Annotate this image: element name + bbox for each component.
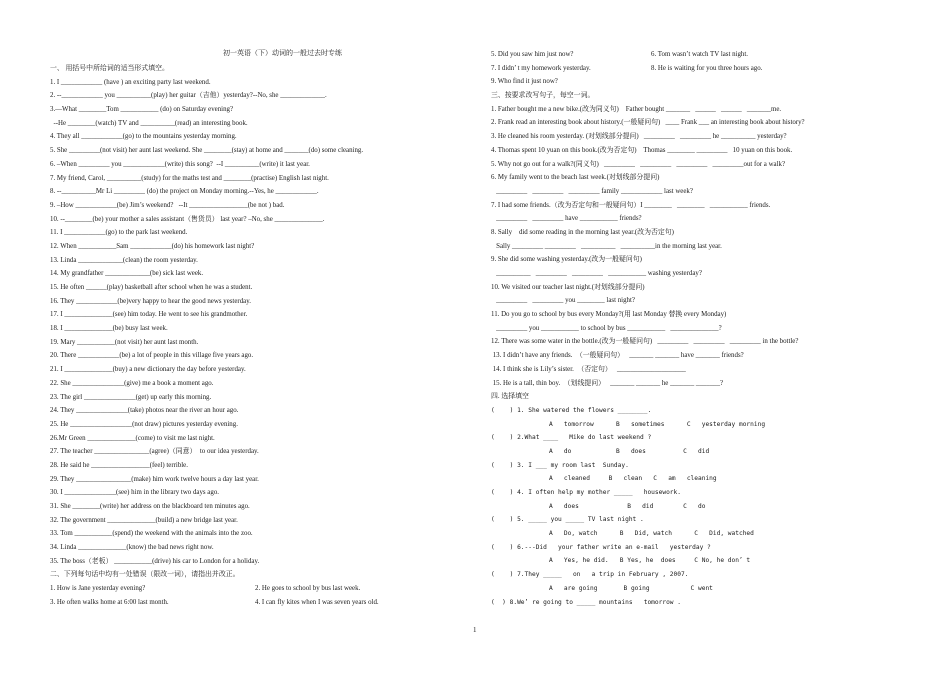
- right-column: [491, 48, 901, 609]
- section-2-question-9: 9. Who find it just now?: [491, 78, 558, 86]
- question-item: 6. Tom wasn’t watch TV last night.: [651, 51, 749, 58]
- section-2-heading: 二、下列每句话中均有一处错误（限改一词），请指出并改正。: [50, 571, 240, 579]
- rewrite-question-line: _________ _________ have ___________ friends?: [491, 215, 642, 223]
- rewrite-question-line: 8. Sally did some reading in the morning last year.(改为否定句): [491, 228, 674, 236]
- left-column: [50, 48, 455, 610]
- rewrite-question-line: _________ _________ you ________ last night?: [491, 297, 635, 305]
- question-item: 3. He often walks home at 6:00 last month.: [50, 598, 169, 606]
- question-line: 35. The boss（老板） ___________(drive) his car to London for a holiday.: [50, 557, 260, 565]
- question-line: 18. I ______________(be) busy last week.: [50, 325, 168, 333]
- section-1-questions: [50, 76, 455, 569]
- section-4-questions: [491, 404, 901, 609]
- question-line: 12. When ___________Sam ____________(do) his homework last night?: [50, 242, 255, 250]
- choice-options: A cleaned B clean C am cleaning: [549, 475, 717, 483]
- question-line: 9. –How ____________(be) Jim’s weekend? --It _________________(be not ) bad.: [50, 201, 285, 209]
- question-line: 3.—What ________Tom ___________ (do) on Saturday evening?: [50, 106, 234, 114]
- section-3-questions: [491, 103, 901, 390]
- question-line: 17. I ______________(see) him today. He went to see his grandmother.: [50, 311, 248, 319]
- choice-options: A Do, watch B Did, watch C Did, watched: [549, 530, 754, 538]
- choice-question: ( ) 4. I often help my mother _____ housework.: [491, 489, 681, 496]
- question-line: 5. She _________(not visit) her aunt last weekend. She ________(stay) at home and _______(do) some cleaning.: [50, 147, 364, 155]
- choice-question: ( ) 6.---Did your father write an e-mail yesterday ?: [491, 543, 711, 551]
- section-4-heading: 四. 选择填空: [491, 393, 529, 401]
- question-line: 23. The girl _______________(get) up early this morning.: [50, 393, 212, 401]
- question-line: 31. She ________(write) her address on the blackboard ten minutes ago.: [50, 503, 250, 510]
- question-line: 13. Linda _____________(clean) the room yesterday.: [50, 256, 198, 264]
- question-line: 4. They all ____________(go) to the mountains yesterday morning.: [50, 133, 237, 141]
- choice-question: ( ) 8.We’ re going to _____ mountains tomorrow .: [491, 598, 681, 606]
- rewrite-question-line: 4. Thomas spent 10 yuan on this book.(改为否定句) Thomas ________ _________ 10 yuan on this book.: [491, 146, 793, 154]
- page-number: 1: [473, 626, 477, 634]
- rewrite-question-line: 2. Frank read an interesting book about history.(一般疑问句) ____ Frank ___ an interesting book about history?: [491, 119, 805, 127]
- question-line: 30. I _______________(see) him in the library two days ago.: [50, 489, 219, 497]
- question-pair-row: [491, 48, 901, 62]
- question-line: 34. Linda ______________(know) the bad news right now.: [50, 544, 214, 552]
- question-pair-row: [50, 582, 455, 596]
- rewrite-question-line: __________ _________ _________ ___________ washing yesterday?: [491, 270, 702, 277]
- question-line: --He ________(watch) TV and __________(read) an interesting book.: [50, 119, 248, 127]
- rewrite-question-line: 9. She did some washing yesterday.(改为一般疑问句): [491, 256, 642, 264]
- rewrite-question-line: 7. I had some friends.（改为否定句和一般疑问句）I ________ ________ ___________ friends.: [491, 201, 771, 209]
- question-line: 19. Mary ___________(not visit) her aunt last month.: [50, 338, 199, 346]
- rewrite-question-line: 5. Why not go out for a walk?(同义句) _________ _________ _________ _________out for a walk?: [491, 160, 786, 168]
- choice-options: A Yes, he did. B Yes, he does C No, he don’ t: [549, 557, 751, 565]
- worksheet-title: 初一英语（下）动词的一般过去时专练: [223, 49, 342, 57]
- question-line: 32. The government ______________(build) a new bridge last year.: [50, 516, 238, 524]
- rewrite-question-line: _________ you ___________ to school by bus ___________ ______________?: [491, 324, 722, 332]
- question-line: 11. I ____________(go) to the park last weekend.: [50, 229, 188, 237]
- rewrite-question-line: 11. Do you go to school by bus every Monday?(用 last Monday 替换 every Monday): [491, 311, 727, 319]
- question-pair-row: [491, 62, 901, 76]
- rewrite-question-line: 6. My family went to the beach last week.(对划线部分提问): [491, 174, 660, 182]
- question-line: 28. He said he _________________(feel) terrible.: [50, 461, 188, 469]
- choice-question: ( ) 5. _____ you _____ TV last night .: [491, 516, 644, 524]
- rewrite-question-line: Sally _________ _________ __________ __________in the morning last year.: [491, 242, 722, 250]
- rewrite-question-line: 15. He is a tall, thin boy. （划线提问） _______ _______ he _______ _______?: [491, 379, 724, 387]
- section-1-heading: 一、 用括号中所给词的适当形式填空。: [50, 65, 169, 72]
- choice-options: A tomorrow B sometimes C yesterday morning: [549, 420, 766, 428]
- question-item: 4. I can fly kites when I was seven years old.: [255, 598, 379, 606]
- choice-question: ( ) 7.They _____ on a trip in February , 2007.: [491, 571, 689, 579]
- question-line: 15. He often ______(play) basketball after school when he was a student.: [50, 284, 253, 291]
- rewrite-question-line: 3. He cleaned his room yesterday. (对划线部分提问) _________ _________ he __________ yesterday?: [491, 133, 787, 141]
- rewrite-question-line: _________ _________ _________ family ____________ last week?: [491, 187, 693, 195]
- question-item: 2. He goes to school by bus last week.: [255, 585, 361, 593]
- rewrite-question-line: 10. We visited our teacher last night.(对划线部分提问): [491, 283, 645, 291]
- rewrite-question-line: 12. There was some water in the bottle.(改为一般疑问句) _________ _________ _________ in the bottle?: [491, 338, 799, 346]
- question-line: 7. My friend, Carol, __________(study) for the maths test and ________(practise) English last night.: [50, 174, 329, 182]
- choice-question: ( ) 3. I ___ my room last Sunday.: [491, 461, 629, 469]
- choice-question: ( ) 2.What ____ Mike do last weekend ?: [491, 434, 652, 442]
- section-3-heading: 三、按要求改写句子，每空一词。: [491, 92, 595, 100]
- question-line: 8. --__________Mr Li _________ (do) the project on Monday morning.--Yes, he ____________.: [50, 188, 319, 196]
- question-item: 8. He is waiting for you three hours ago.: [651, 64, 763, 72]
- question-line: 20. There ____________(be) a lot of people in this village five years ago.: [50, 352, 254, 360]
- question-pair-row: [50, 596, 455, 610]
- question-line: 24. They _______________(take) photos near the river an hour ago.: [50, 407, 239, 415]
- choice-options: A are going B going C went: [549, 584, 713, 592]
- question-line: 2. --____________ you __________(play) her guitar（吉他）yesterday?--No, she _____________.: [50, 92, 327, 100]
- choice-options: A does B did C do: [549, 502, 706, 510]
- question-line: 27. The teacher ________________(agree)（同意） to our idea yesterday.: [50, 448, 259, 456]
- rewrite-question-line: 14. I think she is Lily’s sister. （否定句） ____________________: [491, 365, 686, 373]
- question-line: 22. She _______________(give) me a book a moment ago.: [50, 379, 214, 387]
- rewrite-question-line: 13. I didn’t have any friends. （一般疑问句） _______ _______ have _______ friends?: [491, 352, 744, 360]
- question-item: 5. Did you saw him just now?: [491, 51, 574, 58]
- question-line: 29. They ________________(make) him work twelve hours a day last year.: [50, 475, 259, 483]
- choice-question: ( ) 1. She watered the flowers ________.: [491, 406, 652, 414]
- question-line: 21. I ______________(buy) a new dictionary the day before yesterday.: [50, 366, 246, 374]
- question-line: 10. --________(be) your mother a sales assistant（售货员） last year? –No, she ______________.: [50, 215, 325, 223]
- question-line: 1. I ____________ (have ) an exciting party last weekend.: [50, 78, 211, 86]
- question-line: 25. He __________________(not draw) pictures yesterday evening.: [50, 420, 238, 428]
- choice-options: A do B does C did: [549, 447, 710, 455]
- question-line: 16. They ____________(be)very happy to hear the good news yesterday.: [50, 297, 251, 305]
- section-2-questions-continued: [491, 48, 901, 75]
- rewrite-question-line: 1. Father bought me a new bike.(改为同义句) Father bought _______ ______ ______ _______me.: [491, 105, 782, 113]
- question-line: 14. My grandfather _____________(be) sick last week.: [50, 270, 204, 278]
- question-line: 33. Tom ___________(spend) the weekend with the animals into the zoo.: [50, 530, 253, 538]
- section-2-questions: [50, 582, 455, 609]
- question-line: 26.Mr Green ______________(come) to visit me last night.: [50, 434, 215, 442]
- question-item: 7. I didn’ t my homework yesterday.: [491, 64, 591, 72]
- question-line: 6. –When _________ you ____________(write) this song? --I __________(write) it last year.: [50, 160, 310, 168]
- question-item: 1. How is Jane yesterday evening?: [50, 585, 146, 593]
